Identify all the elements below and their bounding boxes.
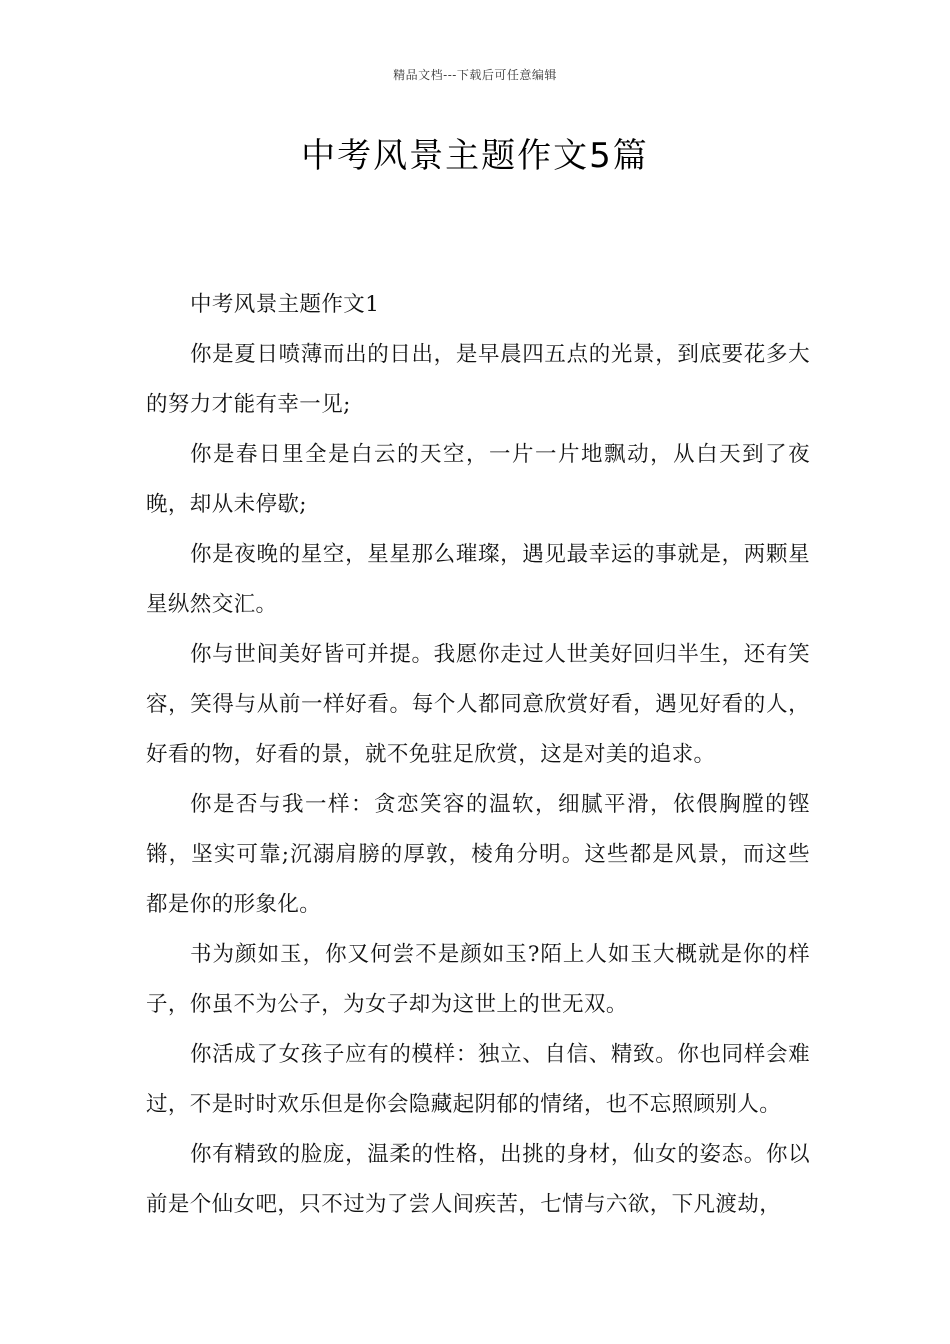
paragraph: 书为颜如玉，你又何尝不是颜如玉?陌上人如玉大概就是你的样子，你虽不为公子，为女子却为这世上的世无双。 [146, 942, 810, 1017]
header-note: 精品文档---下载后可任意编辑 [393, 68, 557, 82]
document-body [146, 280, 810, 1230]
paragraph: 你有精致的脸庞，温柔的性格，出挑的身材，仙女的姿态。你以前是个仙女吧，只不过为了尝人间疾苦，七情与六欲，下凡渡劫， [146, 1142, 810, 1217]
paragraph: 你与世间美好皆可并提。我愿你走过人世美好回归半生，还有笑容，笑得与从前一样好看。每个人都同意欣赏好看，遇见好看的人，好看的物，好看的景，就不免驻足欣赏，这是对美的追求。 [146, 642, 810, 767]
document-title: 中考风景主题作文5篇 [301, 136, 649, 176]
section-heading: 中考风景主题作文1 [190, 292, 380, 317]
paragraph: 你是春日里全是白云的天空，一片一片地飘动，从白天到了夜晚，却从未停歇; [146, 442, 810, 517]
paragraph: 你是夜晚的星空，星星那么璀璨，遇见最幸运的事就是，两颗星星纵然交汇。 [146, 542, 810, 617]
paragraph: 你是否与我一样：贪恋笑容的温软，细腻平滑，依偎胸膛的铿锵，坚实可靠;沉溺肩膀的厚敦，棱角分明。这些都是风景，而这些都是你的形象化。 [146, 792, 810, 917]
paragraph: 你是夏日喷薄而出的日出，是早晨四五点的光景，到底要花多大的努力才能有幸一见; [146, 342, 810, 417]
paragraph: 你活成了女孩子应有的模样：独立、自信、精致。你也同样会难过，不是时时欢乐但是你会隐藏起阴郁的情绪，也不忘照顾别人。 [146, 1042, 810, 1117]
